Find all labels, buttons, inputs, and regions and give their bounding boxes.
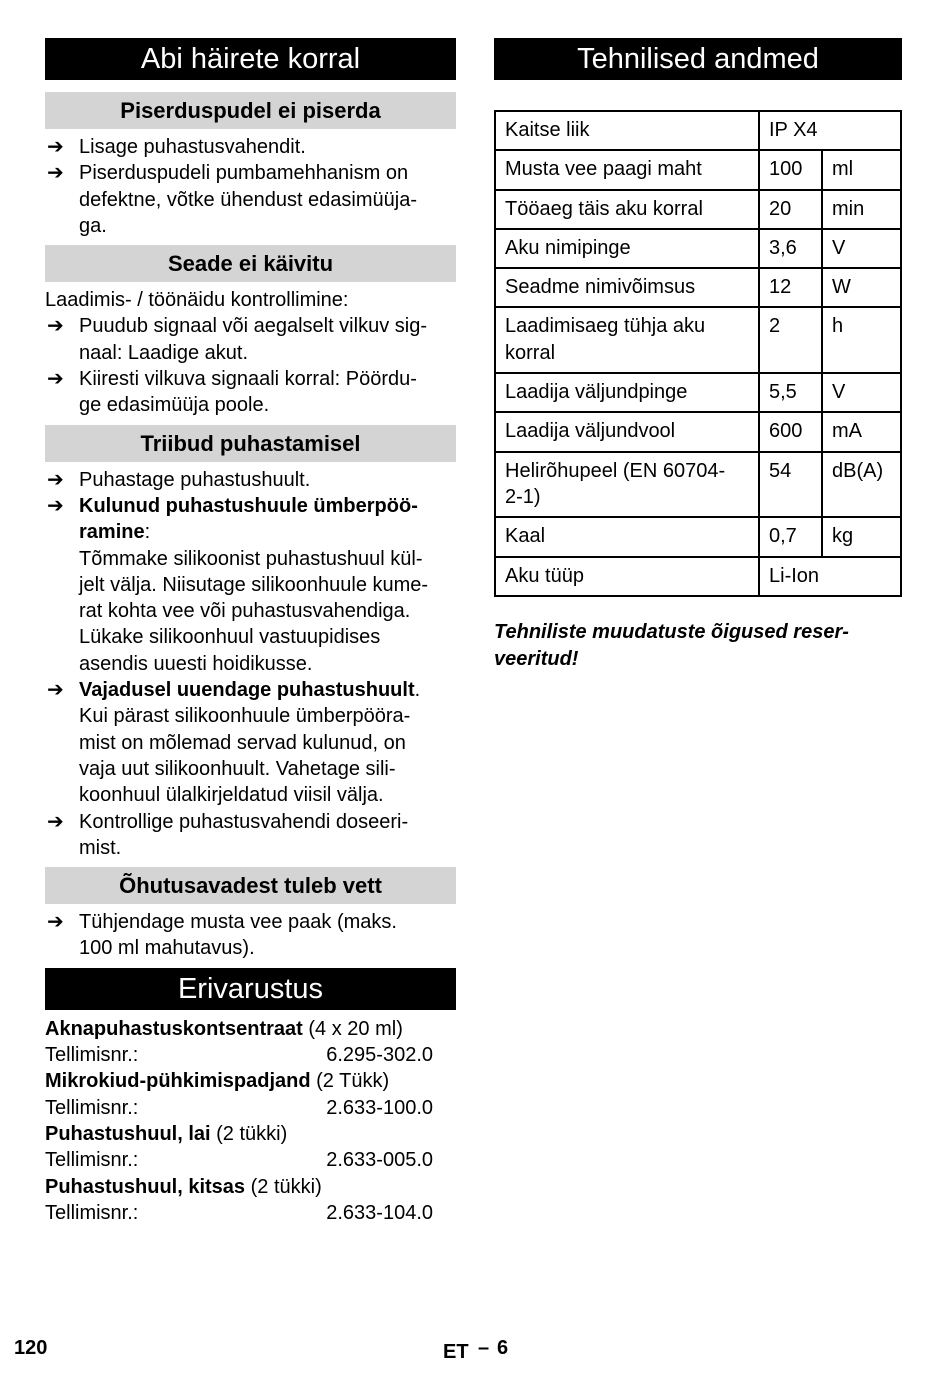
spec-row: [495, 452, 901, 518]
list-item: ➔ Kiiresti vilkuva signaali korral: Pöördu- ge edasimüüja poole.: [47, 368, 417, 417]
accessory-item: [45, 1068, 456, 1121]
accessory-qty: (2 Tükk): [310, 1070, 390, 1093]
accessory-name: Mikrokiud-pühkimispadjand: [45, 1070, 311, 1093]
spec-unit: ml: [822, 150, 901, 189]
spec-label: Kaitse liik: [495, 111, 759, 150]
spec-unit: dB(A): [822, 452, 901, 518]
technical-data-table: [494, 110, 902, 597]
order-label: Tellimisnr.:: [45, 1201, 139, 1224]
spec-row: [495, 557, 901, 596]
spec-unit: V: [822, 229, 901, 268]
spec-unit: V: [822, 373, 901, 412]
arrow-right-icon: ➔: [47, 810, 64, 833]
accessory-name: Puhastushuul, lai: [45, 1122, 211, 1145]
spec-row: [495, 229, 901, 268]
spec-row: [495, 412, 901, 451]
spec-value: 100: [759, 150, 822, 189]
accessory-name: Aknapuhastuskontsentraat: [45, 1017, 303, 1040]
arrow-right-icon: ➔: [47, 911, 64, 934]
spec-row: [495, 517, 901, 556]
spec-value: 12: [759, 268, 822, 307]
list-item: ➔ Kontrollige puhastusvahendi doseeri- mist.: [47, 810, 409, 859]
spec-value: IP X4: [759, 111, 901, 150]
arrow-right-icon: ➔: [47, 162, 64, 185]
spec-unit: kg: [822, 517, 901, 556]
spec-row: [495, 268, 901, 307]
spec-label: Kaal: [495, 517, 759, 556]
list-item: ➔ Tühjendage musta vee paak (maks. 100 ml mahutavus).: [47, 911, 397, 960]
accessory-item: [45, 1174, 456, 1227]
order-number: 2.633-104.0: [326, 1201, 433, 1224]
spec-label: Aku tüüp: [495, 557, 759, 596]
spec-value: Li-Ion: [759, 557, 901, 596]
bullet-list-device-not-starting: [45, 313, 456, 418]
list-item: ➔ Puudub signaal või aegalselt vilkuv sig- naal: Laadige akut.: [47, 315, 427, 364]
spec-value: 54: [759, 452, 822, 518]
arrow-right-icon: ➔: [47, 679, 64, 702]
list-item: ➔ Piserduspudeli pumbamehhanism on defektne, võtke ühendust edasimüüja- ga.: [47, 162, 417, 237]
order-label: Tellimisnr.:: [45, 1149, 139, 1172]
section-heading-device-not-starting: Seade ei käivitu: [45, 245, 456, 282]
spec-value: 600: [759, 412, 822, 451]
section-intro: Laadimis- / töönäidu kontrollimine:: [45, 289, 349, 312]
spec-unit: mA: [822, 412, 901, 451]
spec-label: Tööaeg täis aku korral: [495, 190, 759, 229]
spec-row: [495, 111, 901, 150]
spec-row: [495, 150, 901, 189]
spec-label: Seadme nimivõimsus: [495, 268, 759, 307]
spec-label: Laadija väljundpinge: [495, 373, 759, 412]
order-number: 2.633-005.0: [326, 1149, 433, 1172]
order-number: 2.633-100.0: [326, 1096, 433, 1119]
bullet-list-spray-bottle: [45, 134, 456, 239]
spec-value: 0,7: [759, 517, 822, 556]
list-item: ➔ Vajadusel uuendage puhastushuult. Kui pärast silikoonhuule ümberpööra- mist on mõlemad servad kulunud, on vaja uut silikoonhuult. Vahetage sili- koonhuul ülalkirjeldatud viisil välja.: [47, 679, 421, 807]
list-item: ➔ Lisage puhastusvahendit.: [45, 134, 456, 160]
section-heading-water-from-vents: Õhutusavadest tuleb vett: [45, 867, 456, 904]
section-page-number: 6: [497, 1337, 509, 1359]
spec-value: 5,5: [759, 373, 822, 412]
arrow-right-icon: ➔: [47, 368, 64, 391]
accessory-qty: (2 tükki): [245, 1175, 322, 1198]
section-heading-streaks: Triibud puhastamisel: [45, 425, 456, 462]
order-label: Tellimisnr.:: [45, 1096, 139, 1119]
accessory-qty: (4 x 20 ml): [302, 1017, 403, 1040]
spec-value: 3,6: [759, 229, 822, 268]
language-code: ET: [443, 1341, 469, 1363]
spec-row: [495, 373, 901, 412]
spec-value: 20: [759, 190, 822, 229]
accessories-heading: Erivarustus: [45, 968, 456, 1010]
arrow-right-icon: ➔: [47, 136, 64, 158]
spec-label: Musta vee paagi maht: [495, 150, 759, 189]
right-column: [494, 38, 902, 673]
order-label: Tellimisnr.:: [45, 1044, 139, 1067]
arrow-right-icon: ➔: [47, 494, 64, 517]
accessory-item: [45, 1121, 456, 1174]
spec-unit: h: [822, 307, 901, 373]
spec-value: 2: [759, 307, 822, 373]
bullet-list-streaks: [45, 467, 456, 861]
left-column: [45, 38, 456, 1226]
technical-data-heading: Tehnilised andmed: [494, 38, 902, 80]
list-item: ➔ Puhastage puhastushuult.: [45, 467, 456, 493]
troubleshooting-heading: Abi häirete korral: [45, 38, 456, 80]
rights-reserved-note: Tehniliste muudatuste õigused reser- veeritud!: [494, 620, 849, 670]
spec-label: Helirõhupeel (EN 60704- 2-1): [495, 452, 759, 518]
spec-label: Laadija väljundvool: [495, 412, 759, 451]
spec-unit: min: [822, 190, 901, 229]
accessory-qty: (2 tükki): [210, 1122, 288, 1145]
spec-label: Aku nimipinge: [495, 229, 759, 268]
spec-label: Laadimisaeg tühja aku korral: [495, 307, 759, 373]
bullet-list-water-from-vents: [45, 909, 456, 962]
accessory-item: [45, 1016, 456, 1069]
page-number: 120: [14, 1337, 48, 1359]
section-heading-spray-bottle: Piserduspudel ei piserda: [45, 92, 456, 129]
footer-dash: –: [478, 1337, 490, 1359]
list-item: ➔ Kulunud puhastushuule ümberpöö- ramine: Tõmmake silikoonist puhastushuul kül- jelt välja. Niisutage silikoonhuule kume- rat kohta vee või puhastusvahendiga. Lükake silikoonhuul vastuupidises asendis uuesti hoidikusse.: [47, 494, 429, 675]
spec-row: [495, 190, 901, 229]
accessory-name: Puhastushuul, kitsas: [45, 1175, 246, 1198]
order-number: 6.295-302.0: [326, 1044, 433, 1067]
spec-row: [495, 307, 901, 373]
arrow-right-icon: ➔: [47, 315, 64, 338]
arrow-right-icon: ➔: [47, 468, 64, 491]
spec-unit: W: [822, 268, 901, 307]
